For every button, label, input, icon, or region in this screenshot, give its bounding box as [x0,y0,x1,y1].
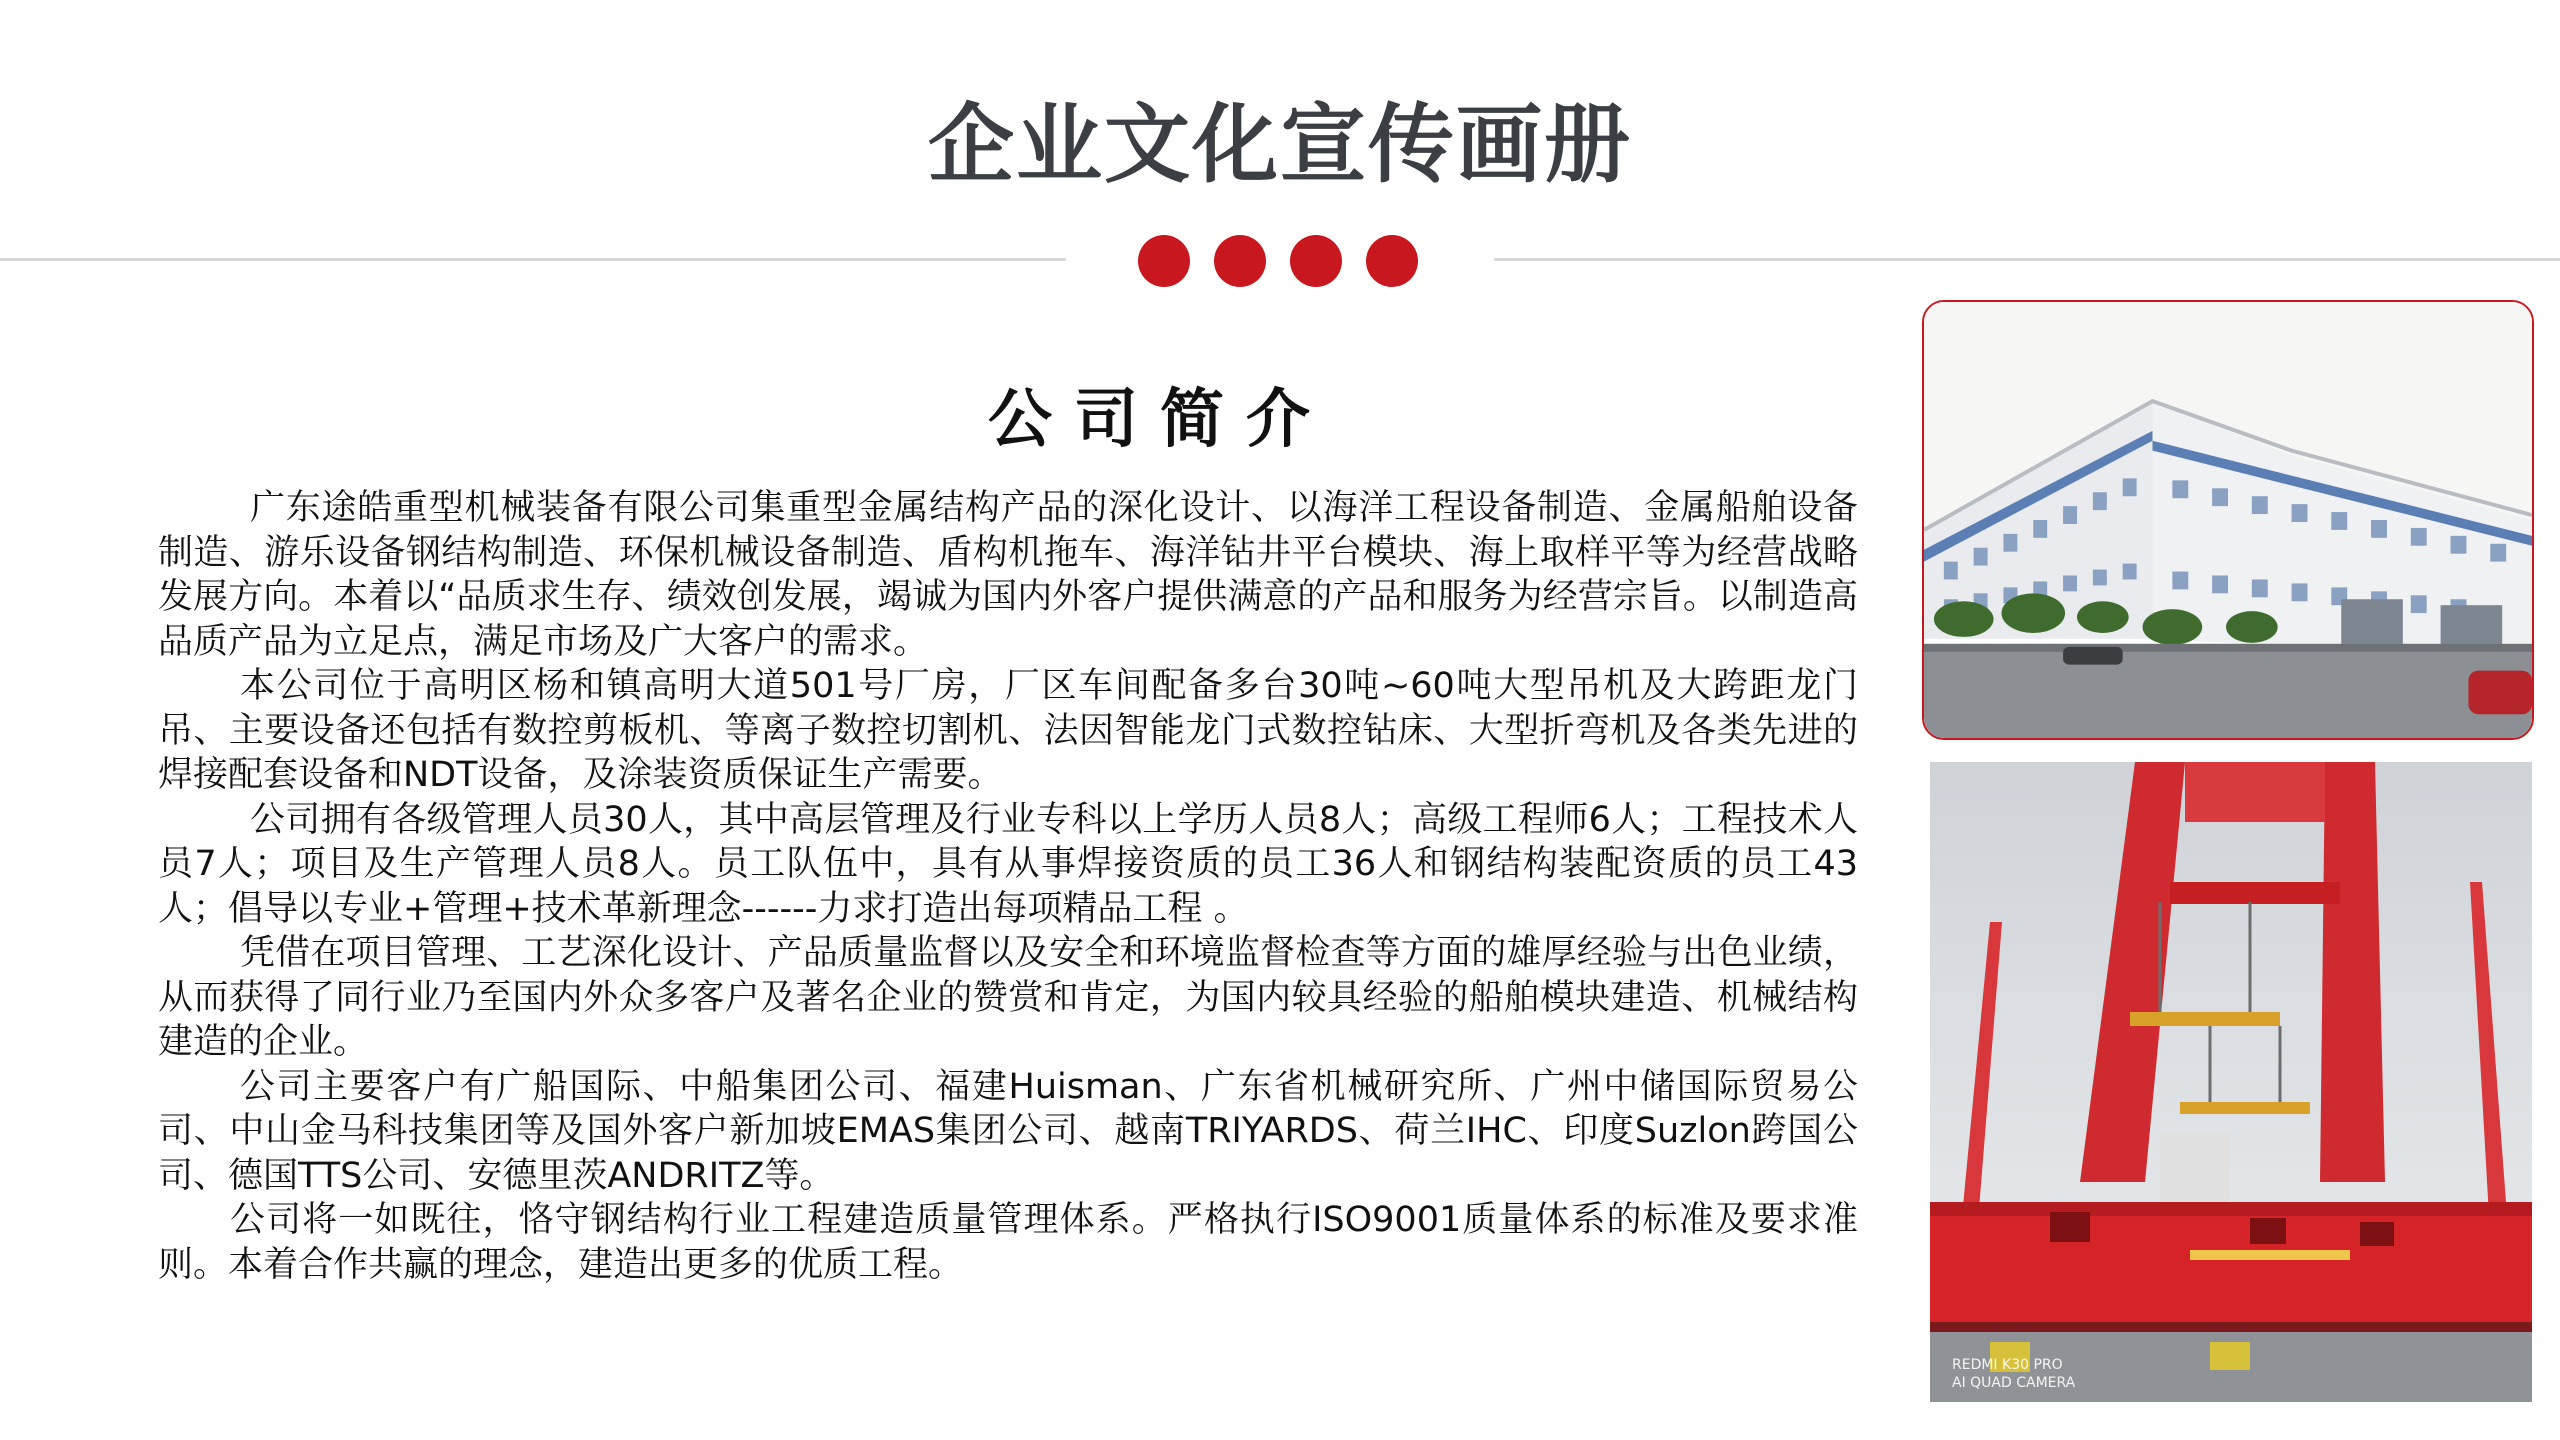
company-intro [158,486,1858,1287]
factory-illustration [1924,302,2532,738]
intro-paragraph: 公司将一如既往，恪守钢结构行业工程建造质量管理体系。严格执行ISO9001质量体系的标准及要求准则。本着合作共赢的理念，建造出更多的优质工程。 [158,1200,1858,1285]
header-dots [1138,235,1418,287]
header-divider-left [0,258,1066,261]
intro-paragraph: 广东途皓重型机械装备有限公司集重型金属结构产品的深化设计、以海洋工程设备制造、金属船舶设备制造、游乐设备钢结构制造、环保机械设备制造、盾构机拖车、海洋钻井平台模块、海上取样平等为经营战略发展方向。本着以“品质求生存、绩效创发展，竭诚为国内外客户提供满意的产品和服务为经营宗旨。以制造高品质产品为立足点，满足市场及广大客户的需求。 [158,488,1858,662]
intro-paragraph: 公司拥有各级管理人员30人，其中高层管理及行业专科以上学历人员8人；高级工程师6人；工程技术人员7人；项目及生产管理人员8人。员工队伍中，具有从事焊接资质的员工36人和钢结构装配资质的员工43人；倡导以专业+管理+技术革新理念------力求打造出每项精品工程 。 [158,799,1858,929]
decor-dot [1366,235,1418,287]
page-title: 企业文化宣传画册 [928,95,1632,195]
decor-dot [1138,235,1190,287]
intro-paragraph: 凭借在项目管理、工艺深化设计、产品质量监督以及安全和环境监督检查等方面的雄厚经验与出色业绩，从而获得了同行业乃至国内外众多客户及著名企业的赞赏和肯定，为国内较具经验的船舶模块建造、机械结构建造的企业。 [158,933,1858,1062]
section-title: 公司简介 [988,383,1332,457]
crane-illustration [1930,762,2532,1402]
decor-dot [1290,235,1342,287]
factory-photo [1922,300,2534,740]
watermark-line: REDMI K30 PRO [1952,1357,2063,1373]
intro-paragraph: 本公司位于高明区杨和镇高明大道501号厂房，厂区车间配备多台30吨~60吨大型吊机及大跨距龙门吊、主要设备还包括有数控剪板机、等离子数控切割机、法因智能龙门式数控钻床、大型折弯机及各类先进的焊接配套设备和NDT设备，及涂装资质保证生产需要。 [158,666,1858,795]
camera-watermark [1952,1356,2075,1392]
crane-photo [1930,762,2532,1402]
decor-dot [1214,235,1266,287]
header-divider-right [1494,258,2560,261]
intro-paragraph: 公司主要客户有广船国际、中船集团公司、福建Huisman、广东省机械研究所、广州中储国际贸易公司、中山金马科技集团等及国外客户新加坡EMAS集团公司、越南TRIYARDS、荷兰IHC、印度Suzlon跨国公司、德国TTS公司、安德里茨ANDRITZ等。 [158,1066,1858,1196]
watermark-line: AI QUAD CAMERA [1952,1375,2076,1391]
